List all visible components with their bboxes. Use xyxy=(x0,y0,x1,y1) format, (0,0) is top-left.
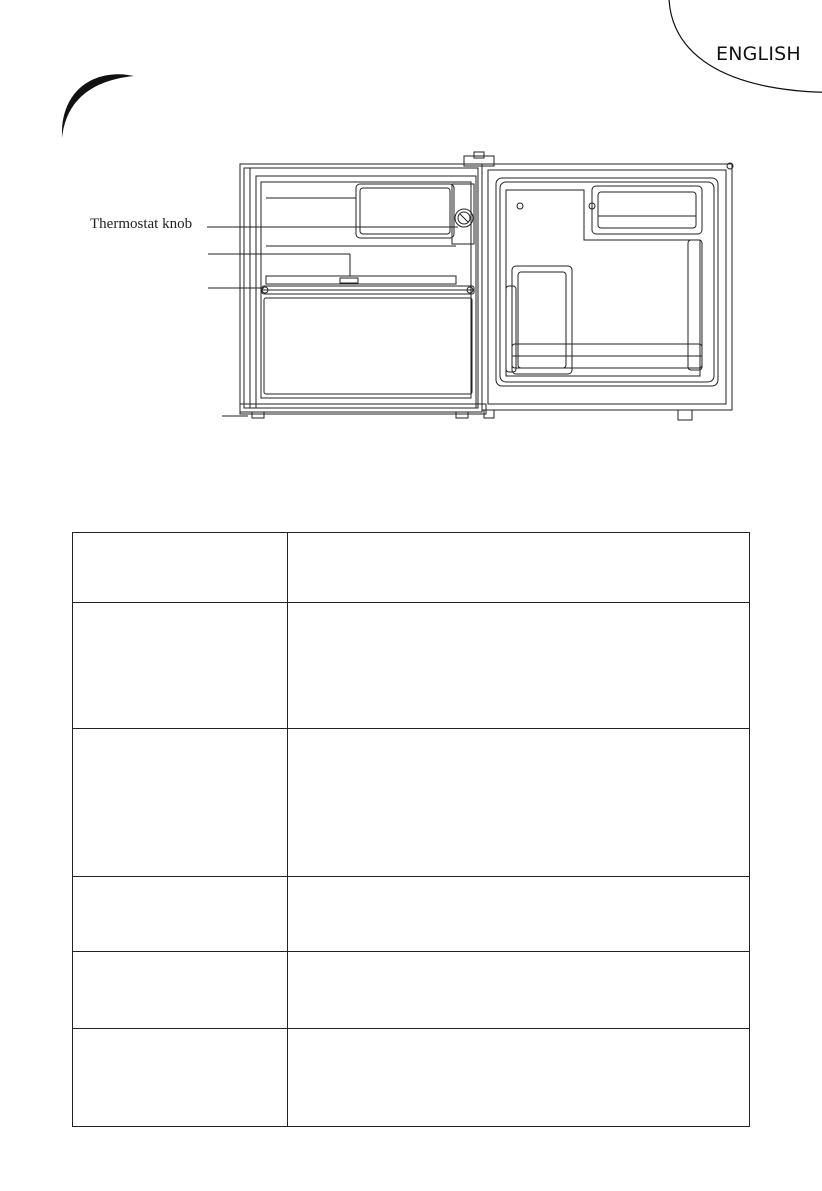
table-cell-label xyxy=(73,877,288,952)
drip-tray xyxy=(266,262,456,284)
open-door xyxy=(482,163,733,420)
freezer-compartment xyxy=(266,184,474,246)
table-cell-label xyxy=(73,952,288,1029)
table-cell-label xyxy=(73,533,288,603)
thermostat-knob xyxy=(455,209,473,227)
table-cell-value xyxy=(288,603,750,729)
table-row xyxy=(73,877,750,952)
language-label: ENGLISH xyxy=(716,43,801,65)
table-cell-value xyxy=(288,533,750,603)
table-cell-label xyxy=(73,729,288,877)
shelf xyxy=(262,286,474,294)
table-row xyxy=(73,952,750,1029)
table-cell-value xyxy=(288,952,750,1029)
table-row xyxy=(73,1029,750,1127)
cabinet-base xyxy=(240,404,494,418)
table-cell-label xyxy=(73,1029,288,1127)
table-row xyxy=(73,603,750,729)
table-cell-value xyxy=(288,877,750,952)
table-row xyxy=(73,533,750,603)
callout-thermostat-knob-label: Thermostat knob xyxy=(90,216,193,232)
table-cell-value xyxy=(288,729,750,877)
spec-table xyxy=(72,532,750,1127)
table-cell-label xyxy=(73,603,288,729)
table-row xyxy=(73,729,750,877)
table-cell-value xyxy=(288,1029,750,1127)
cabinet-body xyxy=(240,164,482,412)
